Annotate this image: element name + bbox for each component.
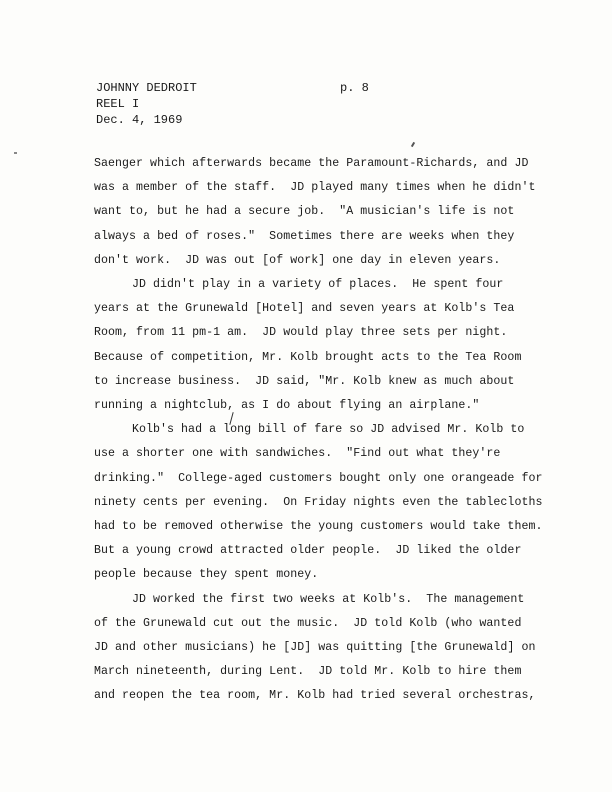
text-line: drinking." College-aged customers bought only one orangeade for xyxy=(94,471,543,485)
text-line: and reopen the tea room, Mr. Kolb had tried several orchestras, xyxy=(94,689,536,703)
text-line: was a member of the staff. JD played many times when he didn't xyxy=(94,181,536,195)
text-line: Because of competition, Mr. Kolb brought acts to the Tea Room xyxy=(94,350,522,364)
paragraph-start-line: JD didn't play in a variety of places. He spent four xyxy=(132,278,504,292)
text-line: JD and other musicians) he [JD] was quitting [the Grunewald] on xyxy=(94,641,536,655)
page-number: p. 8 xyxy=(340,81,369,95)
text-line: to increase business. JD said, "Mr. Kolb knew as much about xyxy=(94,374,515,388)
text-line: always a bed of roses." Sometimes there are weeks when they xyxy=(94,229,515,243)
text-line: March nineteenth, during Lent. JD told Mr. Kolb to hire them xyxy=(94,665,522,679)
text-line: want to, but he had a secure job. "A musician's life is not xyxy=(94,205,515,219)
text-line: But a young crowd attracted older people. JD liked the older xyxy=(94,544,522,558)
text-line: people because they spent money. xyxy=(94,568,319,582)
text-line: Saenger which afterwards became the Paramount-Richards, and JD xyxy=(94,157,529,170)
text-line: don't work. JD was out [of work] one day in eleven years. xyxy=(94,253,501,267)
paragraph-start-line: JD worked the first two weeks at Kolb's. The management xyxy=(132,592,525,606)
transcript-body xyxy=(94,152,574,709)
transcript-header xyxy=(96,80,197,128)
text-line: Room, from 11 pm-1 am. JD would play three sets per night. xyxy=(94,326,508,340)
scan-tick-mark xyxy=(411,142,415,147)
text-line: of the Grunewald cut out the music. JD told Kolb (who wanted xyxy=(94,616,522,630)
text-line: years at the Grunewald [Hotel] and seven years at Kolb's Tea xyxy=(94,302,515,316)
text-line: use a shorter one with sandwiches. "Find out what they're xyxy=(94,447,501,461)
text-line: had to be removed otherwise the young customers would take them. xyxy=(94,520,543,534)
text-line: running a nightclub, as I do about flying an airplane." xyxy=(94,399,480,413)
scan-speck-mark xyxy=(14,152,17,154)
text-line: ninety cents per evening. On Friday nights even the tablecloths xyxy=(94,495,543,509)
paragraph-start-line: Kolb's had a long bill of fare so JD advised Mr. Kolb to xyxy=(132,423,525,437)
header-reel: REEL I xyxy=(96,97,140,111)
header-date: Dec. 4, 1969 xyxy=(96,113,183,127)
header-name: JOHNNY DEDROIT xyxy=(96,81,197,95)
